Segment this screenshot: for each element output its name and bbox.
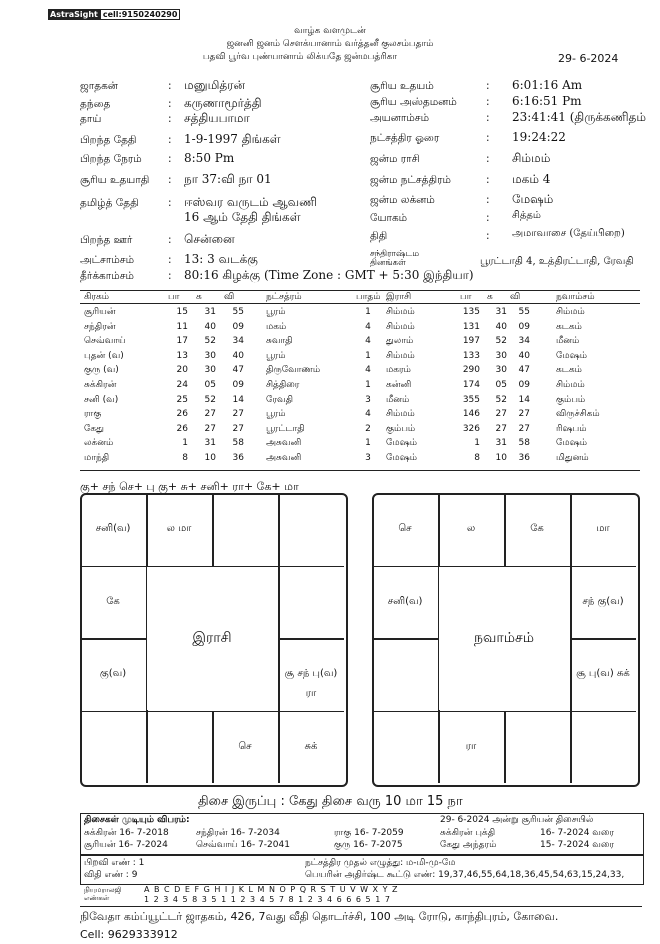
rasi_chart-cell-r3c4: சூ சந் பு(வ) ரா xyxy=(284,668,338,699)
planet-table-cell: 20 xyxy=(176,365,188,376)
planet-table-cell: ரேவதி xyxy=(266,394,294,405)
left-detail-colon: : xyxy=(168,270,172,282)
right-detail-label: திதி xyxy=(370,230,388,242)
rasi_chart-center-label: இராசி xyxy=(192,630,232,646)
planet-table-cell: துலாம் xyxy=(386,336,414,347)
left-detail-label: சூரிய உதயாதி xyxy=(80,174,150,186)
right-detail-colon: : xyxy=(486,153,490,165)
navamsa_chart-cell-r1c1: செ xyxy=(398,523,412,534)
planet-table-cell: சனி (வ) xyxy=(84,394,119,405)
left-detail-colon: : xyxy=(168,254,172,266)
planet-table-cell: 8 xyxy=(182,453,188,463)
planet-table-header: நவாம்சம் xyxy=(556,292,595,302)
planet-table-cell: 4 xyxy=(365,336,371,347)
planet-table-cell: 146 xyxy=(462,409,480,420)
right-detail-value: சித்தம் xyxy=(512,210,541,221)
brand-logo-cell: cell:9150240290 xyxy=(100,9,181,20)
planet-table-cell: 36 xyxy=(518,453,530,463)
planet-table-cell: 34 xyxy=(232,336,244,347)
planet-table-cell: மீனம் xyxy=(556,336,580,347)
dasa-cell: சுக்கிரன் 16- 7-2018 xyxy=(84,828,169,838)
right-detail-colon: : xyxy=(486,112,490,124)
planet-table-cell: சித்திரை xyxy=(266,380,300,390)
planet-table-cell: சிம்மம் xyxy=(386,350,415,361)
planet-table-cell: மேஷம் xyxy=(556,350,587,361)
planet-table-cell: திருவோணம் xyxy=(266,365,321,376)
planet-table-cell: 09 xyxy=(518,380,530,390)
navamsa_chart-cell-r4c2: ரா xyxy=(465,740,477,752)
right-detail-label: ஜன்ம ராசி xyxy=(370,153,420,165)
planet-table-cell: சுக்கிரன் xyxy=(84,380,117,390)
planet-table-cell: 27 xyxy=(495,423,507,434)
navamsa_chart-cell-r1c3: கே xyxy=(530,523,544,534)
planet-table-cell: 15 xyxy=(176,307,188,317)
planet-table-cell: 27 xyxy=(232,423,244,434)
planet-table-cell: 30 xyxy=(495,365,507,376)
right-detail-label: ஜன்ம லக்னம் xyxy=(370,194,435,206)
right-detail-value: 23:41:41 (திருக்கணிதம் xyxy=(512,110,647,124)
planet-table-cell: 31 xyxy=(495,438,507,449)
planet-table-cell: 47 xyxy=(518,365,530,376)
header-date: 29- 6-2024 xyxy=(558,52,619,65)
planet-table-cell: 326 xyxy=(462,423,480,434)
planet-table-cell: 17 xyxy=(176,336,188,347)
planet-table-cell: புதன் (வ) xyxy=(84,350,124,361)
right-detail-label: யோகம் xyxy=(370,212,408,224)
planet-table-cell: கும்பம் xyxy=(556,394,586,405)
planet-table-cell: சிம்மம் xyxy=(556,307,585,317)
aspect-row: கு+ சந் செ+ பு கு+ சு+ சனி+ ரா+ கே+ மா xyxy=(80,480,299,493)
planet-table-cell: 30 xyxy=(495,350,507,361)
planet-table-cell: 4 xyxy=(365,409,371,420)
left-detail-value: மனுமித்ரன் xyxy=(184,78,246,92)
left-detail-value: ஈஸ்வர வருடம் ஆவணி xyxy=(184,195,317,209)
right-detail-label: சந்திராஷ்டம தினங்கள் xyxy=(370,249,420,268)
numerology-letters: A B C D E F G H I J K L M N O P Q R S T U V W X Y Z xyxy=(144,885,399,894)
left-detail-value: கருணாமூர்த்தி xyxy=(184,96,262,110)
planet-table-header: நட்சத்ரம் xyxy=(266,292,302,302)
left-detail-colon: : xyxy=(168,174,172,186)
numerology-box xyxy=(80,855,644,885)
planet-table-cell: 25 xyxy=(176,394,188,405)
planet-table-cell: 1 xyxy=(182,438,188,449)
right-detail-colon: : xyxy=(486,174,490,186)
left-detail-label: ஜாதகன் xyxy=(80,80,118,92)
planet-table-cell: 26 xyxy=(176,409,188,420)
planet-table-cell: 09 xyxy=(232,380,244,390)
planet-table-cell: 1 xyxy=(365,350,371,361)
planet-table-cell: 1 xyxy=(365,438,371,449)
planet-table-cell: 1 xyxy=(365,307,371,317)
planet-table-cell: 09 xyxy=(518,321,530,332)
planet-table-cell: 3 xyxy=(365,453,371,463)
planet-table-cell: 131 xyxy=(462,321,480,332)
dasa-current: 29- 6-2024 அன்று சூரியன் திசையில் xyxy=(440,815,594,825)
planet-table-cell: கடகம் xyxy=(556,365,582,376)
planet-table-cell: சிம்மம் xyxy=(386,321,415,332)
dasa-cell: சந்திரன் 16- 7-2034 xyxy=(196,828,280,838)
planet-table-cell: மகரம் xyxy=(386,365,411,376)
planet-table-cell: 197 xyxy=(462,336,480,347)
dasa-cell: சூரியன் 16- 7-2024 xyxy=(84,840,168,850)
planet-table-cell: 52 xyxy=(204,394,216,405)
dasa-cell: ராகு 16- 7-2059 xyxy=(334,828,404,838)
navamsa_chart-vline xyxy=(504,711,506,784)
left-detail-label: அட்சாம்சம் xyxy=(80,254,135,266)
left-detail-colon: : xyxy=(168,134,172,146)
planet-table-cell: 27 xyxy=(232,409,244,420)
planet-table-cell: பூரட்டாதி xyxy=(266,423,305,434)
planet-table-cell: 8 xyxy=(474,453,480,463)
planet-table-cell: 05 xyxy=(495,380,507,390)
right-detail-colon: : xyxy=(486,194,490,206)
dasa-cell: கேது அந்தரம் xyxy=(440,840,497,850)
left-detail-label: பிறந்த ஊர் xyxy=(80,234,133,246)
planet-table-cell: 2 xyxy=(365,423,371,434)
left-detail-colon: : xyxy=(168,197,172,209)
navamsa_chart-hline xyxy=(372,638,438,640)
planet-table-cell: 55 xyxy=(518,307,530,317)
right-detail-label: ஜன்ம நட்சத்திரம் xyxy=(370,174,451,186)
planet-table-cell: சூரியன் xyxy=(84,307,116,317)
planet-table-cell: 14 xyxy=(232,394,244,405)
dasa-cell: செவ்வாய் 16- 7-2041 xyxy=(196,840,290,850)
left-detail-value: சத்தியபாமா xyxy=(184,111,250,125)
planet-table-cell: மேஷம் xyxy=(386,453,417,463)
planet-table-header: பாதம் xyxy=(356,292,381,302)
planet-table-cell: 27 xyxy=(204,409,216,420)
header-line3: பதவி பூர்வ புண்யானாம் லிக்யதே ஜன்மபத்ரிகா xyxy=(202,52,398,62)
planet-table-cell: 1 xyxy=(365,380,371,390)
dasa-balance: திசை இருப்பு : கேது திசை வரு 10 மா 15 நா xyxy=(198,794,463,809)
table-top-rule xyxy=(80,290,640,291)
planet-table-cell: 55 xyxy=(232,307,244,317)
rasi_chart-cell-r2c1: கே xyxy=(106,595,120,607)
planet-table-cell: மாந்தி xyxy=(84,453,110,463)
navamsa_chart-cell-r1c4: மா xyxy=(596,523,610,534)
planet-table-cell: பூரம் xyxy=(266,409,286,420)
planet-table-cell: 09 xyxy=(232,321,244,332)
planet-table-cell: 31 xyxy=(204,307,216,317)
right-detail-label: சூரிய உதயம் xyxy=(370,80,434,92)
planet-table-cell: குரு (வ) xyxy=(84,365,119,376)
left-detail-label: தமிழ்த் தேதி xyxy=(80,197,139,209)
right-detail-value: பூரட்டாதி 4, உத்திரட்டாதி, ரேவதி xyxy=(480,256,634,267)
planet-table-cell: கடகம் xyxy=(556,321,582,332)
navamsa_chart-cell-r2c4: சந் கு(வ) xyxy=(582,595,624,607)
rasi_chart-hline xyxy=(278,638,344,640)
right-detail-label: சூரிய அஸ்தமனம் xyxy=(370,96,457,108)
planet-table-cell: 27 xyxy=(204,423,216,434)
planet-table-cell: 58 xyxy=(232,438,244,449)
table-header-rule xyxy=(80,303,640,304)
planet-table-cell: 40 xyxy=(495,321,507,332)
planet-table-cell: 10 xyxy=(204,453,216,463)
brand-logo-name: AstraSight xyxy=(50,10,98,19)
planet-table-cell: 27 xyxy=(518,423,530,434)
planet-table-cell: 133 xyxy=(462,350,480,361)
dasa-table-title: திசைகள் முடியும் விபரம்: xyxy=(84,815,190,825)
left-detail-colon: : xyxy=(168,98,172,110)
planet-table-header: பா xyxy=(168,292,180,302)
planet-table-cell: 31 xyxy=(204,438,216,449)
planet-table-cell: 4 xyxy=(365,365,371,376)
planet-table-cell: சுவாதி xyxy=(266,336,293,347)
right-detail-value: மகம் 4 xyxy=(512,172,551,186)
numerology-numbers: 1 2 3 4 5 8 3 5 1 1 2 3 4 5 7 8 1 2 3 4 6 6 6 5 1 7 xyxy=(144,895,391,904)
header-line2: ஜனனி ஜனம் சௌக்யானாம் வர்த்தனீ குலசம்பதாம் xyxy=(226,39,434,49)
right-detail-label: அயனாம்சம் xyxy=(370,112,430,124)
planet-table-cell: சந்திரன் xyxy=(84,321,116,332)
planet-table-cell: சிம்மம் xyxy=(386,307,415,317)
planet-table-cell: 40 xyxy=(518,350,530,361)
planet-table-cell: 58 xyxy=(518,438,530,449)
planet-table-cell: சிம்மம் xyxy=(556,380,585,390)
footer-cell: Cell: 9629333912 xyxy=(80,928,178,941)
planet-table-cell: 10 xyxy=(495,453,507,463)
planet-table-cell: 52 xyxy=(495,394,507,405)
dasa-cell: 16- 7-2024 வரை xyxy=(540,828,615,838)
planet-table-cell: 4 xyxy=(365,321,371,332)
left-detail-colon: : xyxy=(168,113,172,125)
planet-table-cell: பூரம் xyxy=(266,307,286,317)
left-detail-colon: : xyxy=(168,234,172,246)
header-line1: வாழ்க வளமுடன் xyxy=(294,26,366,36)
dasa-cell: சுக்கிரன் புக்தி xyxy=(440,828,496,838)
planet-table-cell: 11 xyxy=(176,321,188,332)
planet-table-cell: 1 xyxy=(474,438,480,449)
nakshatra-letters: நட்சத்திர முதல் எழுத்து: ம-மி-மு-மே xyxy=(305,858,456,868)
right-detail-value: 19:24:22 xyxy=(512,130,566,144)
right-detail-colon: : xyxy=(486,212,490,224)
planet-table-cell: 47 xyxy=(232,365,244,376)
planet-table-cell: செவ்வாய் xyxy=(84,336,126,347)
navamsa_chart-hline xyxy=(570,638,636,640)
footer-address: நிவேதா கம்ப்யூட்டர் ஜாதகம், 426, 7வது வீதி தொடர்ச்சி, 100 அடி ரோடு, காந்திபுரம், கோவை. xyxy=(80,910,559,923)
rasi_chart-cell-r3c1: கு(வ) xyxy=(99,668,127,679)
planet-table-cell: ராகு xyxy=(84,409,102,420)
numerology-letters-label: நியுமராலஜி எண்கள் xyxy=(84,886,122,902)
name-lucky-numbers: பெயரின் அதிர்ஷ்ட கூட்டு எண்: 19,37,46,55,64,18,36,45,54,63,15,24,33, xyxy=(305,870,625,880)
rasi_chart-cell-r4c4: சுக் xyxy=(304,740,318,752)
planet-table-cell: 52 xyxy=(495,336,507,347)
right-detail-colon: : xyxy=(486,230,490,242)
left-detail-colon: : xyxy=(168,80,172,92)
planet-table-cell: விருச்சிகம் xyxy=(556,409,600,420)
planet-table-cell: அசுவனி xyxy=(266,453,302,463)
planet-table-cell: 174 xyxy=(462,380,480,390)
planet-table-cell: லக்னம் xyxy=(84,438,114,449)
planet-table-cell: 05 xyxy=(204,380,216,390)
planet-table-cell: மேஷம் xyxy=(556,438,587,449)
rasi_chart-cell-r1c1: சனி(வ) xyxy=(95,523,131,534)
destiny-number: விதி எண் : 9 xyxy=(84,870,138,880)
left-detail-value: 8:50 Pm xyxy=(184,151,235,165)
planet-table-cell: 26 xyxy=(176,423,188,434)
right-detail-value: மேஷம் xyxy=(512,192,554,206)
planet-table-cell: மிதுனம் xyxy=(556,453,589,463)
left-detail-value: 13: 3 வடக்கு xyxy=(184,252,258,266)
rasi_chart-cell-r4c3: செ xyxy=(238,740,252,752)
planet-table-cell: 290 xyxy=(462,365,480,376)
left-detail-label: தந்தை xyxy=(80,98,111,110)
planet-table-cell: 135 xyxy=(462,307,480,317)
left-detail-value: நா 37:வி நா 01 xyxy=(184,172,272,186)
rasi_chart-vline xyxy=(212,493,214,566)
planet-table-cell: மேஷம் xyxy=(386,438,417,449)
brand-logo xyxy=(48,10,180,19)
right-detail-value: 6:01:16 Am xyxy=(512,78,583,92)
planet-table-header: இராசி xyxy=(386,292,412,302)
planet-table-cell: கேது xyxy=(84,423,104,434)
planet-table-header: வி xyxy=(224,292,235,302)
planet-table-cell: 3 xyxy=(365,394,371,405)
rasi_chart-cell-r1c2: ல மா xyxy=(166,523,192,534)
planet-table-header: கிரகம் xyxy=(84,292,110,302)
planet-table-cell: 52 xyxy=(204,336,216,347)
planet-table-cell: 14 xyxy=(518,394,530,405)
planet-table-cell: 27 xyxy=(518,409,530,420)
right-detail-colon: : xyxy=(486,80,490,92)
right-detail-colon: : xyxy=(486,96,490,108)
birth-number: பிறவி எண் : 1 xyxy=(84,858,145,868)
planet-table-cell: கன்னி xyxy=(386,380,412,390)
navamsa_chart-cell-r3c4: சூ பு(வ) சுக் xyxy=(576,668,630,679)
right-detail-value: 6:16:51 Pm xyxy=(512,94,582,108)
right-detail-value: சிம்மம் xyxy=(512,151,551,165)
planet-table-cell: 40 xyxy=(204,321,216,332)
planet-table-cell: 13 xyxy=(176,350,188,361)
navamsa_chart-cell-r1c2: ல xyxy=(466,523,476,534)
left-detail-label: தாய் xyxy=(80,113,102,125)
left-detail-value: சென்னை xyxy=(184,232,235,246)
navamsa_chart-center-label: நவாம்சம் xyxy=(474,630,534,646)
planet-table-cell: மகம் xyxy=(266,321,287,332)
planet-table-header: பா xyxy=(460,292,472,302)
left-detail-label: பிறந்த தேதி xyxy=(80,134,137,146)
planet-table-cell: 34 xyxy=(518,336,530,347)
planet-table-header: க xyxy=(196,292,202,302)
planet-table-header: வி xyxy=(510,292,521,302)
left-detail-value: 16 ஆம் தேதி திங்கள் xyxy=(184,210,301,224)
planet-table-cell: ரிஷபம் xyxy=(556,423,587,434)
planet-table-cell: 40 xyxy=(232,350,244,361)
footer-rule xyxy=(80,906,642,907)
navamsa_chart-vline xyxy=(504,493,506,566)
planet-table-cell: பூரம் xyxy=(266,350,286,361)
dasa-cell: 15- 7-2024 வரை xyxy=(540,840,615,850)
planet-table-header: க xyxy=(487,292,493,302)
left-detail-colon: : xyxy=(168,153,172,165)
planet-table-cell: 27 xyxy=(495,409,507,420)
dasa-cell: குரு 16- 7-2075 xyxy=(334,840,403,850)
right-detail-value: அமாவாசை (தேய்பிறை) xyxy=(512,228,625,239)
right-detail-label: நட்சத்திர ஓரை xyxy=(370,132,440,144)
left-detail-label: பிறந்த நேரம் xyxy=(80,153,142,165)
planet-table-cell: மீனம் xyxy=(386,394,410,405)
rasi_chart-hline xyxy=(80,638,146,640)
left-detail-value: 1-9-1997 திங்கள் xyxy=(184,132,281,146)
planet-table-cell: 30 xyxy=(204,365,216,376)
planet-table-cell: அசுவனி xyxy=(266,438,302,449)
right-detail-colon: : xyxy=(486,132,490,144)
planet-table-cell: 36 xyxy=(232,453,244,463)
planet-table-cell: 24 xyxy=(176,380,188,390)
planet-table-cell: 30 xyxy=(204,350,216,361)
planet-table-cell: சிம்மம் xyxy=(386,409,415,420)
rasi_chart-vline xyxy=(212,711,214,784)
planet-table-cell: 355 xyxy=(462,394,480,405)
navamsa_chart-cell-r2c1: சனி(வ) xyxy=(387,595,423,607)
planet-table-cell: 31 xyxy=(495,307,507,317)
table-bottom-rule xyxy=(80,470,640,471)
planet-table-cell: கும்பம் xyxy=(386,423,416,434)
left-detail-value: 80:16 கிழக்கு (Time Zone : GMT + 5:30 இந்தியா) xyxy=(184,268,474,282)
left-detail-label: தீர்க்காம்சம் xyxy=(80,270,134,282)
